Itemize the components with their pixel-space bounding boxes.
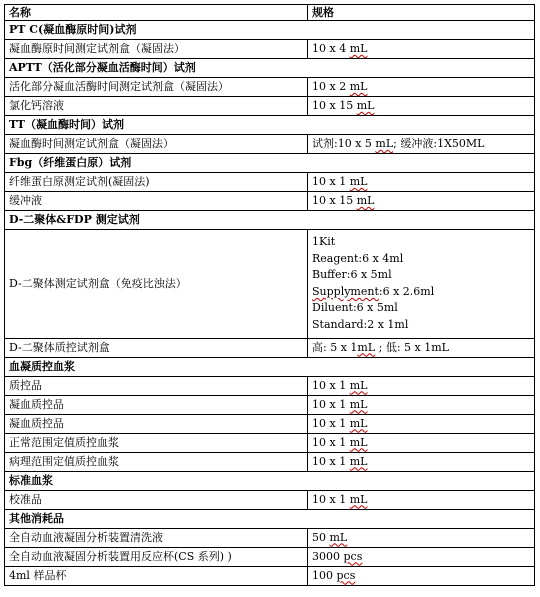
product-spec-cell	[308, 376, 535, 395]
spec-line: 50 mL	[312, 530, 348, 544]
section-title: APTT（活化部分凝血活酶时间）试剂	[5, 59, 535, 78]
spec-line: 10 x 4 mL	[312, 42, 368, 55]
product-name-cell: 全自动血液凝固分析装置用反应杯(CS 系列) )	[5, 547, 308, 566]
table-row	[5, 433, 535, 452]
section-row	[5, 154, 535, 173]
product-name-cell: 纤维蛋白原测定试剂(凝固法)	[5, 173, 308, 192]
table-row	[5, 338, 535, 357]
section-row	[5, 509, 535, 528]
table-row	[5, 376, 535, 395]
section-title: 其他消耗品	[5, 509, 535, 528]
spec-line: 1Kit	[312, 235, 336, 248]
table-row	[5, 230, 535, 339]
table-row	[5, 395, 535, 414]
product-spec-cell	[308, 97, 535, 116]
section-title: 血凝质控血浆	[5, 357, 535, 376]
spec-line: Supplyment:6 x 2.6ml	[312, 284, 435, 298]
product-name-cell: 全自动血液凝固分析装置清洗液	[5, 528, 308, 547]
product-table	[4, 4, 535, 586]
product-spec-cell	[308, 78, 535, 97]
product-spec-cell	[308, 547, 535, 566]
product-spec-cell	[308, 433, 535, 452]
spec-line: 10 x 1 mL	[312, 175, 368, 188]
spec-line: 10 x 1 mL	[312, 492, 368, 506]
section-title: D-二聚体&FDP 测定试剂	[5, 211, 535, 230]
product-name-cell: D-二聚体质控试剂盒	[5, 338, 308, 357]
spec-line: Diluent:6 x 5ml	[312, 301, 398, 315]
table-row	[5, 40, 535, 59]
product-name-cell: 活化部分凝血活酶时间测定试剂盒（凝固法）	[5, 78, 308, 97]
product-name-cell: 缓冲液	[5, 192, 308, 211]
product-spec-cell	[308, 192, 535, 211]
product-name-cell: 凝血酶时间测定试剂盒（凝固法）	[5, 135, 308, 154]
product-name-cell: 凝血质控品	[5, 395, 308, 414]
spec-line: 10 x 1 mL	[312, 416, 368, 430]
product-spec-cell	[308, 490, 535, 509]
spec-line: 10 x 1 mL	[312, 378, 368, 392]
spec-line: 10 x 15 mL	[312, 194, 375, 207]
product-spec-sheet	[4, 4, 534, 586]
spec-line: Buffer:6 x 5ml	[312, 268, 392, 282]
product-name-cell: 氯化钙溶液	[5, 97, 308, 116]
table-row	[5, 192, 535, 211]
table-row	[5, 452, 535, 471]
header-name: 名称	[5, 5, 308, 21]
spec-line: 10 x 1 mL	[312, 435, 368, 449]
section-title: Fbg（纤维蛋白原）试剂	[5, 154, 535, 173]
table-row	[5, 566, 535, 585]
spec-line: 高: 5 x 1mL ; 低: 5 x 1mL	[312, 340, 449, 354]
spec-line: 3000 pcs	[312, 549, 363, 563]
product-spec-cell	[308, 338, 535, 357]
spec-line: Reagent:6 x 4ml	[312, 251, 404, 265]
spec-line: 试剂:10 x 5 mL; 缓冲液:1X50ML	[312, 137, 485, 150]
product-name-cell: 凝血酶原时间测定试剂盒（凝固法）	[5, 40, 308, 59]
table-row	[5, 173, 535, 192]
product-name-cell: 正常范围定值质控血浆	[5, 433, 308, 452]
product-spec-cell	[308, 135, 535, 154]
section-row	[5, 211, 535, 230]
product-name-cell: 质控品	[5, 376, 308, 395]
product-spec-cell	[308, 414, 535, 433]
product-spec-cell	[308, 230, 535, 339]
table-row	[5, 528, 535, 547]
product-spec-cell	[308, 566, 535, 585]
spec-line: 100 pcs	[312, 568, 356, 582]
table-header-row	[5, 5, 535, 21]
product-name-cell: 校准品	[5, 490, 308, 509]
spec-line: 10 x 15 mL	[312, 99, 375, 112]
spec-line: 10 x 2 mL	[312, 80, 368, 93]
section-title: TT（凝血酶时间）试剂	[5, 116, 535, 135]
product-name-cell: 4ml 样品杯	[5, 566, 308, 585]
product-spec-cell	[308, 452, 535, 471]
product-name-cell: 凝血质控品	[5, 414, 308, 433]
table-row	[5, 97, 535, 116]
spec-line: Standard:2 x 1ml	[312, 317, 409, 331]
spec-line: 10 x 1 mL	[312, 454, 368, 468]
table-row	[5, 547, 535, 566]
product-spec-cell	[308, 40, 535, 59]
product-spec-cell	[308, 528, 535, 547]
table-row	[5, 135, 535, 154]
product-spec-cell	[308, 395, 535, 414]
section-row	[5, 116, 535, 135]
section-row	[5, 357, 535, 376]
spec-line: 10 x 1 mL	[312, 397, 368, 411]
section-row	[5, 471, 535, 490]
section-title: 标准血浆	[5, 471, 535, 490]
product-name-cell: D-二聚体测定试剂盒（免疫比浊法）	[5, 230, 308, 339]
section-row	[5, 21, 535, 40]
table-row	[5, 78, 535, 97]
table-row	[5, 490, 535, 509]
product-spec-cell	[308, 173, 535, 192]
section-title: PT C(凝血酶原时间)试剂	[5, 21, 535, 40]
table-row	[5, 414, 535, 433]
product-name-cell: 病理范围定值质控血浆	[5, 452, 308, 471]
section-row	[5, 59, 535, 78]
header-spec: 规格	[308, 5, 535, 21]
